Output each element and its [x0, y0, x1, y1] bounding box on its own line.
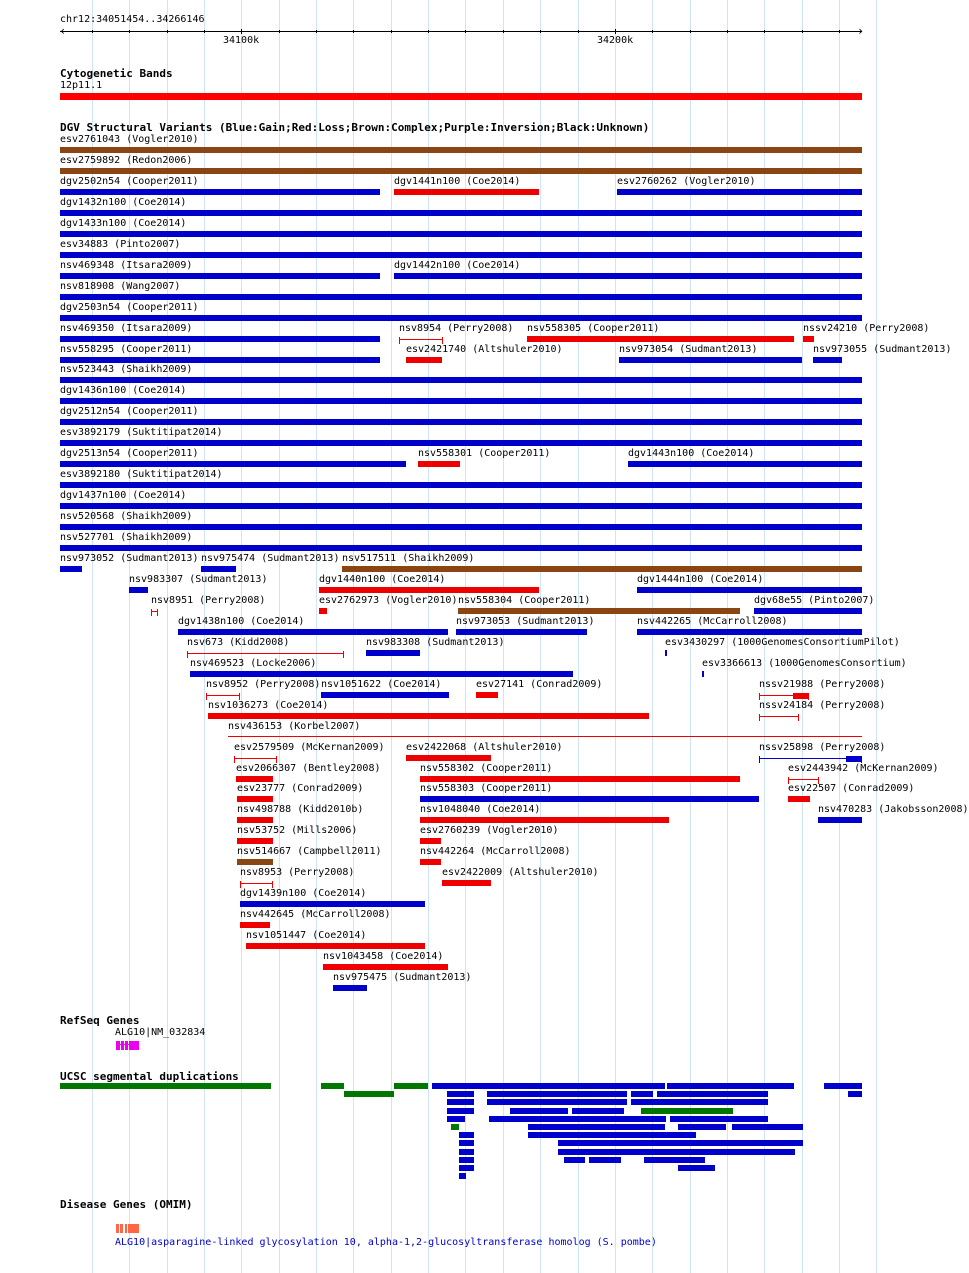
dgv-feature-bar[interactable]	[60, 231, 862, 237]
dgv-feature-bracket[interactable]	[187, 653, 344, 654]
omim-exon[interactable]	[120, 1224, 123, 1233]
segdup-feature[interactable]	[644, 1157, 705, 1163]
segdup-feature[interactable]	[447, 1116, 465, 1122]
dgv-feature-label[interactable]: dgv1441n100 (Coe2014)	[394, 176, 521, 187]
dgv-feature-bar[interactable]	[788, 796, 810, 802]
dgv-feature-label[interactable]: nssv21988 (Perry2008)	[759, 679, 886, 690]
dgv-feature-label[interactable]: nsv1048040 (Coe2014)	[420, 804, 541, 815]
omim-exon[interactable]	[128, 1224, 139, 1233]
dgv-feature-label[interactable]: nsv975474 (Sudmant2013)	[201, 553, 340, 564]
segdup-feature[interactable]	[459, 1173, 466, 1179]
dgv-feature-bar[interactable]	[237, 838, 273, 844]
ruler-arrow-right: ›	[857, 24, 865, 38]
dgv-feature-bar[interactable]	[456, 629, 587, 635]
dgv-feature-label[interactable]: nsv975475 (Sudmant2013)	[333, 972, 472, 983]
bracket-block	[793, 693, 809, 699]
ruler-tick	[503, 30, 504, 33]
cytoband-bar[interactable]	[60, 93, 862, 100]
dgv-feature-label[interactable]: dgv2512n54 (Cooper2011)	[60, 406, 199, 417]
dgv-feature-bar[interactable]	[319, 587, 539, 593]
dgv-feature-bar[interactable]	[394, 189, 539, 195]
dgv-feature-bar[interactable]	[803, 336, 814, 342]
ruler-tick	[690, 30, 691, 33]
dgv-feature-bar[interactable]	[60, 189, 380, 195]
dgv-feature-bracket[interactable]	[788, 779, 819, 780]
dgv-feature-label[interactable]: esv2759892 (Redon2006)	[60, 155, 193, 166]
segdup-feature[interactable]	[572, 1108, 624, 1114]
segdup-feature[interactable]	[510, 1108, 568, 1114]
dgv-feature-bar[interactable]	[637, 587, 862, 593]
dgv-feature-bar[interactable]	[754, 608, 862, 614]
bracket-cap-left	[187, 651, 188, 658]
dgv-feature-label[interactable]: nsv983307 (Sudmant2013)	[129, 574, 268, 585]
dgv-feature-bar[interactable]	[237, 796, 273, 802]
segdup-feature[interactable]	[459, 1165, 474, 1171]
segdup-feature[interactable]	[451, 1124, 459, 1130]
cytoband-label: 12p11.1	[60, 80, 103, 91]
dgv-feature-bar[interactable]	[458, 608, 740, 614]
dgv-feature-bar[interactable]	[342, 566, 862, 572]
dgv-feature-label[interactable]: nsv442645 (McCarroll2008)	[240, 909, 391, 920]
dgv-feature-bar[interactable]	[60, 566, 82, 572]
dgv-feature-label[interactable]: nsv53752 (Mills2006)	[237, 825, 358, 836]
ruler-tick	[167, 30, 168, 33]
dgv-feature-bar[interactable]	[201, 566, 236, 572]
dgv-feature-label[interactable]: nsv558305 (Cooper2011)	[527, 323, 660, 334]
ruler-tick	[652, 30, 653, 33]
dgv-feature-label[interactable]: nsv442265 (McCarroll2008)	[637, 616, 788, 627]
dgv-feature-label[interactable]: dgv1444n100 (Coe2014)	[637, 574, 764, 585]
dgv-feature-label[interactable]: nsv1051622 (Coe2014)	[321, 679, 442, 690]
dgv-feature-bracket[interactable]	[206, 695, 240, 696]
refseq-exon[interactable]	[116, 1041, 120, 1050]
dgv-feature-label[interactable]: nsv983308 (Sudmant2013)	[366, 637, 505, 648]
segdup-feature[interactable]	[558, 1149, 795, 1155]
segdup-feature[interactable]	[824, 1083, 862, 1089]
dgv-feature-bar[interactable]	[60, 377, 862, 383]
cytoband-track-title: Cytogenetic Bands	[60, 67, 173, 80]
dgv-feature-label[interactable]: dgv1437n100 (Coe2014)	[60, 490, 187, 501]
segdup-feature[interactable]	[487, 1099, 627, 1105]
dgv-feature-label[interactable]: nsv558304 (Cooper2011)	[458, 595, 591, 606]
dgv-feature-label[interactable]: nsv470283 (Jakobsson2008)	[818, 804, 969, 815]
dgv-feature-label[interactable]: esv3892179 (Suktitipat2014)	[60, 427, 223, 438]
dgv-feature-label[interactable]: esv2422009 (Altshuler2010)	[442, 867, 599, 878]
segdup-feature[interactable]	[459, 1157, 474, 1163]
dgv-feature-bar[interactable]	[60, 440, 862, 446]
dgv-feature-label[interactable]: nsv558295 (Cooper2011)	[60, 344, 193, 355]
dgv-feature-bar[interactable]	[637, 629, 862, 635]
dgv-feature-bar[interactable]	[420, 817, 669, 823]
ruler-tick	[129, 30, 130, 33]
bracket-cap-left	[759, 756, 760, 763]
dgv-feature-label[interactable]: nsv469348 (Itsara2009)	[60, 260, 193, 271]
segdup-feature[interactable]	[667, 1083, 794, 1089]
segdup-feature[interactable]	[60, 1083, 271, 1089]
ruler-tick	[241, 29, 242, 34]
segdup-feature[interactable]	[589, 1157, 621, 1163]
ruler-tick	[316, 30, 317, 33]
dgv-feature-label[interactable]: esv23777 (Conrad2009)	[237, 783, 364, 794]
segdup-feature[interactable]	[657, 1091, 768, 1097]
dgv-feature-label[interactable]: dgv2513n54 (Cooper2011)	[60, 448, 199, 459]
ruler-tick-label: 34100k	[223, 35, 260, 46]
segdup-feature[interactable]	[459, 1132, 474, 1138]
bracket-cap-right	[276, 756, 277, 763]
bracket-cap-left	[234, 756, 235, 763]
segdup-feature[interactable]	[848, 1091, 862, 1097]
dgv-feature-bar[interactable]	[240, 901, 425, 907]
dgv-feature-label[interactable]: esv2421740 (Altshuler2010)	[406, 344, 563, 355]
dgv-feature-bar[interactable]	[665, 650, 667, 656]
segdup-feature[interactable]	[487, 1091, 627, 1097]
dgv-feature-bar[interactable]	[420, 796, 759, 802]
dgv-feature-bar[interactable]	[323, 964, 448, 970]
segdup-feature[interactable]	[344, 1091, 394, 1097]
segdup-track-title: UCSC segmental duplications	[60, 1070, 239, 1083]
dgv-feature-bar[interactable]	[813, 357, 842, 363]
dgv-feature-label[interactable]: esv27141 (Conrad2009)	[476, 679, 603, 690]
segdup-feature[interactable]	[528, 1124, 665, 1130]
dgv-feature-bar[interactable]	[236, 776, 273, 782]
segdup-feature[interactable]	[678, 1124, 726, 1130]
ruler-tick	[764, 30, 765, 33]
segdup-feature[interactable]	[394, 1083, 428, 1089]
dgv-feature-bar[interactable]	[818, 817, 862, 823]
position-label: chr12:34051454..34266146	[60, 14, 205, 25]
dgv-feature-bar[interactable]	[237, 859, 273, 865]
dgv-feature-label[interactable]: nsv1043458 (Coe2014)	[323, 951, 444, 962]
bracket-cap-left	[759, 714, 760, 721]
bracket-cap-right	[442, 337, 443, 344]
dgv-feature-label[interactable]: esv2579509 (McKernan2009)	[234, 742, 385, 753]
dgv-feature-label[interactable]: dgv2502n54 (Cooper2011)	[60, 176, 199, 187]
dgv-feature-bar[interactable]	[60, 147, 862, 153]
dgv-feature-label[interactable]: esv2760239 (Vogler2010)	[420, 825, 559, 836]
segdup-feature[interactable]	[528, 1132, 696, 1138]
refseq-exon[interactable]	[125, 1041, 128, 1050]
dgv-feature-label[interactable]: nsv8954 (Perry2008)	[399, 323, 514, 334]
dgv-feature-label[interactable]: nsv8953 (Perry2008)	[240, 867, 355, 878]
dgv-feature-bar[interactable]	[60, 210, 862, 216]
dgv-feature-bar[interactable]	[406, 357, 442, 363]
ruler-line	[60, 31, 862, 32]
bracket-cap-right	[272, 881, 273, 888]
dgv-feature-bar[interactable]	[60, 273, 380, 279]
ruler-tick	[391, 30, 392, 33]
dgv-feature-bar[interactable]	[366, 650, 420, 656]
ruler-tick	[204, 30, 205, 33]
dgv-feature-bar[interactable]	[60, 545, 862, 551]
dgv-feature-label[interactable]: nsv973053 (Sudmant2013)	[456, 616, 595, 627]
dgv-feature-label[interactable]: nsv1036273 (Coe2014)	[208, 700, 329, 711]
dgv-feature-label[interactable]: nsv517511 (Shaikh2009)	[342, 553, 475, 564]
dgv-feature-label[interactable]: nsv673 (Kidd2008)	[187, 637, 290, 648]
dgv-feature-bar[interactable]	[240, 922, 270, 928]
dgv-feature-bar[interactable]	[60, 482, 862, 488]
dgv-feature-label[interactable]: dgv1443n100 (Coe2014)	[628, 448, 755, 459]
ruler-tick	[540, 30, 541, 33]
dgv-feature-label[interactable]: nsv469350 (Itsara2009)	[60, 323, 193, 334]
dgv-feature-label[interactable]: nssv24184 (Perry2008)	[759, 700, 886, 711]
ruler-arrow-left: ‹	[59, 24, 67, 38]
dgv-feature-label[interactable]: esv2761043 (Vogler2010)	[60, 134, 199, 145]
dgv-feature-label[interactable]: esv3892180 (Suktitipat2014)	[60, 469, 223, 480]
segdup-feature[interactable]	[447, 1091, 474, 1097]
dgv-feature-bar[interactable]	[476, 692, 498, 698]
segdup-feature[interactable]	[432, 1083, 665, 1089]
dgv-feature-bar[interactable]	[190, 671, 573, 677]
dgv-feature-label[interactable]: dgv1436n100 (Coe2014)	[60, 385, 187, 396]
dgv-feature-bar[interactable]	[237, 817, 273, 823]
dgv-feature-label[interactable]: nsv973054 (Sudmant2013)	[619, 344, 758, 355]
dgv-feature-bar[interactable]	[208, 713, 649, 719]
dgv-feature-label[interactable]: nsv8952 (Perry2008)	[206, 679, 321, 690]
ruler-tick	[615, 29, 616, 34]
dgv-feature-bracket[interactable]	[240, 883, 273, 884]
ruler-tick	[279, 30, 280, 33]
dgv-feature-label[interactable]: dgv1439n100 (Coe2014)	[240, 888, 367, 899]
dgv-feature-bar[interactable]	[60, 252, 862, 258]
bracket-block	[846, 756, 862, 762]
dgv-feature-bar[interactable]	[420, 859, 441, 865]
dgv-feature-bar[interactable]	[178, 629, 448, 635]
dgv-feature-bar[interactable]	[319, 608, 327, 614]
dgv-feature-label[interactable]: nsv818908 (Wang2007)	[60, 281, 181, 292]
dgv-feature-label[interactable]: nssv25898 (Perry2008)	[759, 742, 886, 753]
segdup-feature[interactable]	[670, 1116, 768, 1122]
dgv-feature-bar[interactable]	[60, 503, 862, 509]
bracket-cap-right	[157, 609, 158, 616]
ruler-tick-label: 34200k	[597, 35, 634, 46]
dgv-feature-bar[interactable]	[333, 985, 367, 991]
segdup-feature[interactable]	[447, 1099, 474, 1105]
bracket-cap-right	[798, 714, 799, 721]
dgv-feature-line[interactable]	[228, 736, 862, 737]
dgv-feature-label[interactable]: dgv1440n100 (Coe2014)	[319, 574, 446, 585]
dgv-feature-label[interactable]: nsv498788 (Kidd2010b)	[237, 804, 364, 815]
bracket-cap-left	[240, 881, 241, 888]
dgv-feature-label[interactable]: esv22507 (Conrad2009)	[788, 783, 915, 794]
segdup-feature[interactable]	[459, 1149, 474, 1155]
dgv-feature-bar[interactable]	[60, 419, 862, 425]
dgv-feature-bar[interactable]	[617, 189, 862, 195]
dgv-feature-bar[interactable]	[628, 461, 862, 467]
dgv-feature-label[interactable]: nsv442264 (McCarroll2008)	[420, 846, 571, 857]
dgv-feature-bar[interactable]	[60, 357, 380, 363]
dgv-feature-label[interactable]: esv2422068 (Altshuler2010)	[406, 742, 563, 753]
dgv-feature-bar[interactable]	[60, 168, 862, 174]
dgv-feature-label[interactable]: esv3366613 (1000GenomesConsortium)	[702, 658, 907, 669]
ruler-tick	[578, 30, 579, 33]
refseq-gene-label[interactable]: ALG10|NM_032834	[115, 1027, 206, 1038]
dgv-feature-bar[interactable]	[702, 671, 704, 677]
segdup-feature[interactable]	[459, 1140, 474, 1146]
segdup-feature[interactable]	[558, 1140, 803, 1146]
dgv-track-title: DGV Structural Variants (Blue:Gain;Red:Loss;Brown:Complex;Purple:Inversion;Black:Unknown)	[60, 121, 650, 134]
omim-gene-label[interactable]: ALG10|asparagine-linked glycosylation 10, alpha-1,2-glucosyltransferase homolog (S. pombe)	[115, 1237, 657, 1248]
dgv-feature-bar[interactable]	[527, 336, 794, 342]
segdup-feature[interactable]	[321, 1083, 344, 1089]
dgv-feature-bracket[interactable]	[399, 339, 443, 340]
segdup-feature[interactable]	[447, 1108, 474, 1114]
dgv-feature-label[interactable]: esv34883 (Pinto2007)	[60, 239, 181, 250]
dgv-feature-bracket[interactable]	[759, 695, 809, 696]
dgv-feature-label[interactable]: dgv2503n54 (Cooper2011)	[60, 302, 199, 313]
dgv-feature-bar[interactable]	[394, 273, 862, 279]
dgv-feature-label[interactable]: nsv523443 (Shaikh2009)	[60, 364, 193, 375]
omim-exon[interactable]	[116, 1224, 119, 1233]
dgv-feature-bar[interactable]	[60, 524, 862, 530]
dgv-feature-bar[interactable]	[129, 587, 148, 593]
ruler-tick	[727, 30, 728, 33]
dgv-feature-label[interactable]: dgv1438n100 (Coe2014)	[178, 616, 305, 627]
segdup-feature[interactable]	[678, 1165, 715, 1171]
bracket-cap-left	[759, 693, 760, 700]
dgv-feature-bracket[interactable]	[759, 716, 799, 717]
dgv-feature-label[interactable]: nsv436153 (Korbel2007)	[228, 721, 361, 732]
ruler-tick	[92, 30, 93, 33]
bracket-cap-right	[239, 693, 240, 700]
dgv-feature-bracket[interactable]	[151, 611, 158, 612]
segdup-feature[interactable]	[564, 1157, 585, 1163]
dgv-feature-bar[interactable]	[60, 461, 406, 467]
refseq-exon[interactable]	[129, 1041, 139, 1050]
dgv-feature-label[interactable]: esv2762973 (Vogler2010)	[319, 595, 458, 606]
ruler-tick	[839, 30, 840, 33]
dgv-feature-label[interactable]: nsv973055 (Sudmant2013)	[813, 344, 952, 355]
ruler-tick	[353, 30, 354, 33]
dgv-feature-label[interactable]: dgv1442n100 (Coe2014)	[394, 260, 521, 271]
dgv-feature-label[interactable]: dgv1432n100 (Coe2014)	[60, 197, 187, 208]
dgv-feature-label[interactable]: dgv68e55 (Pinto2007)	[754, 595, 875, 606]
dgv-feature-bracket[interactable]	[234, 758, 277, 759]
dgv-feature-label[interactable]: nssv24210 (Perry2008)	[803, 323, 930, 334]
dgv-feature-label[interactable]: nsv469523 (Locke2006)	[190, 658, 317, 669]
dgv-feature-label[interactable]: nsv8951 (Perry2008)	[151, 595, 266, 606]
refseq-exon[interactable]	[121, 1041, 124, 1050]
bracket-cap-left	[399, 337, 400, 344]
dgv-feature-bracket[interactable]	[759, 758, 862, 759]
segdup-feature[interactable]	[732, 1124, 803, 1130]
dgv-feature-bar[interactable]	[60, 315, 862, 321]
dgv-feature-bar[interactable]	[60, 336, 380, 342]
segdup-feature[interactable]	[631, 1091, 653, 1097]
dgv-feature-label[interactable]: nsv558303 (Cooper2011)	[420, 783, 553, 794]
omim-exon[interactable]	[125, 1224, 127, 1233]
ruler-tick	[465, 30, 466, 33]
dgv-feature-label[interactable]: esv3430297 (1000GenomesConsortiumPilot)	[665, 637, 900, 648]
segdup-feature[interactable]	[631, 1099, 768, 1105]
dgv-feature-label[interactable]: esv2760262 (Vogler2010)	[617, 176, 756, 187]
dgv-feature-bar[interactable]	[420, 776, 740, 782]
refseq-intron	[116, 1044, 138, 1045]
dgv-feature-label[interactable]: nsv1051447 (Coe2014)	[246, 930, 367, 941]
bracket-cap-left	[151, 609, 152, 616]
dgv-feature-bar[interactable]	[442, 880, 491, 886]
segdup-feature[interactable]	[489, 1116, 666, 1122]
dgv-feature-label[interactable]: nsv558301 (Cooper2011)	[418, 448, 551, 459]
bracket-cap-left	[206, 693, 207, 700]
dgv-feature-label[interactable]: esv2066307 (Bentley2008)	[236, 763, 381, 774]
dgv-feature-bar[interactable]	[60, 294, 862, 300]
dgv-feature-label[interactable]: nsv558302 (Cooper2011)	[420, 763, 553, 774]
omim-track-title: Disease Genes (OMIM)	[60, 1198, 193, 1211]
dgv-feature-label[interactable]: esv2443942 (McKernan2009)	[788, 763, 939, 774]
dgv-feature-bar[interactable]	[418, 461, 460, 467]
dgv-feature-label[interactable]: dgv1433n100 (Coe2014)	[60, 218, 187, 229]
dgv-feature-label[interactable]: nsv527701 (Shaikh2009)	[60, 532, 193, 543]
dgv-feature-bar[interactable]	[619, 357, 802, 363]
ruler-tick	[802, 30, 803, 33]
dgv-feature-bar[interactable]	[420, 838, 441, 844]
dgv-feature-bar[interactable]	[406, 755, 491, 761]
segdup-feature[interactable]	[641, 1108, 733, 1114]
refseq-track-title: RefSeq Genes	[60, 1014, 140, 1027]
dgv-feature-label[interactable]: nsv973052 (Sudmant2013)	[60, 553, 199, 564]
dgv-feature-bar[interactable]	[60, 398, 862, 404]
dgv-feature-label[interactable]: nsv520568 (Shaikh2009)	[60, 511, 193, 522]
dgv-feature-bar[interactable]	[321, 692, 449, 698]
dgv-feature-bar[interactable]	[246, 943, 425, 949]
ruler-tick	[428, 30, 429, 33]
dgv-feature-label[interactable]: nsv514667 (Campbell2011)	[237, 846, 382, 857]
bracket-cap-right	[343, 651, 344, 658]
